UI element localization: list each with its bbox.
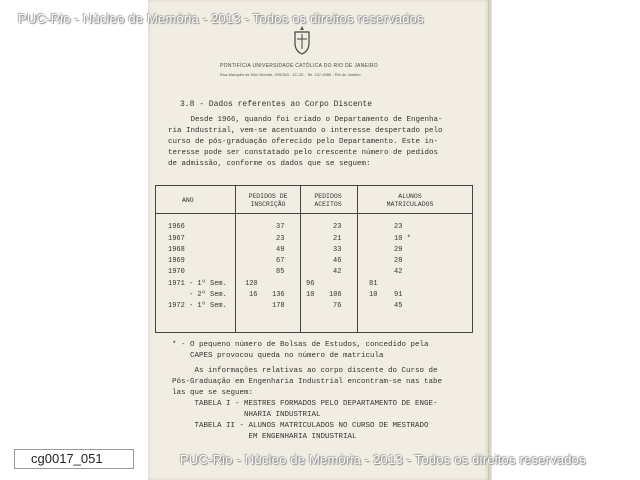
row-inscricao: 67: [276, 257, 285, 265]
row-aceitos: 46: [333, 257, 342, 265]
row-matriculados: 28: [394, 257, 403, 265]
row-inscricao: 85: [276, 268, 285, 276]
paragraph-line: de admissão, conforme os dados que se seguem:: [168, 160, 371, 168]
table-divider: [357, 185, 358, 333]
footnote: [172, 340, 429, 362]
row-aceitos: 33: [333, 246, 342, 254]
row-year: 1966: [168, 223, 185, 231]
university-name: PONTIFÍCIA UNIVERSIDADE CATÓLICA DO RIO DE JANEIRO: [220, 63, 378, 69]
row-year: 1968: [168, 246, 185, 254]
university-address: Rua Marquês de São Vicente, 209/263 - ZC-20 - Tel. 247-4080 - Rio de Janeiro: [220, 72, 361, 77]
footnote-line: CAPES provocou queda no número de matrícula: [172, 352, 384, 360]
row-aceitos: 106: [329, 291, 342, 299]
row-year: 1969: [168, 257, 185, 265]
row-matriculados: 29: [394, 246, 403, 254]
row-inscricao: 37: [276, 223, 285, 231]
row-matriculados-sem: 10: [369, 291, 378, 299]
row-inscricao: 49: [276, 246, 285, 254]
paragraph-line: ria Industrial, vem-se acentuando o interesse despertado pelo: [168, 127, 443, 135]
header-line: ACEITOS: [314, 201, 342, 208]
row-matriculados: 45: [394, 302, 403, 310]
watermark-top: PUC-Rio - Núcleo de Memória - 2013 - Todos os direitos reservados: [18, 11, 424, 26]
header-line: MATRICULADOS: [386, 201, 434, 208]
row-inscricao: 23: [276, 235, 285, 243]
paragraph-line: Pós-Graduação em Engenharia Industrial encontram-se nas tabe: [172, 378, 443, 386]
row-matriculados: 23: [394, 223, 403, 231]
paragraph-line: As informações relativas ao corpo discente do Curso de: [172, 367, 438, 375]
header-pedidos-inscricao: [242, 193, 294, 209]
section-title: 3.8 - Dados referentes ao Corpo Discente: [180, 100, 373, 109]
row-inscricao-sem: 16: [249, 291, 258, 299]
table-divider: [300, 185, 301, 333]
header-line: INSCRIÇÃO: [250, 201, 286, 208]
paragraph-intro: [168, 115, 443, 170]
header-alunos-matriculados: [370, 193, 450, 209]
header-ano: ANO: [182, 197, 194, 204]
paragraph-tables: [172, 366, 442, 443]
row-inscricao: 178: [272, 302, 285, 310]
university-crest-icon: [290, 25, 314, 55]
row-inscricao: 136: [272, 291, 285, 299]
paragraph-line: Desde 1966, quando foi criado o Departamento de Engenha-: [168, 116, 443, 124]
header-pedidos-aceitos: [304, 193, 352, 209]
row-year: 1972 - 1º Sem.: [168, 302, 227, 310]
row-inscricao-sem: 120: [245, 280, 258, 288]
paragraph-line: EM ENGENHARIA INDUSTRIAL: [172, 433, 357, 441]
paragraph-line: TABELA I - MESTRES FORMADOS PELO DEPARTAMENTO DE ENGE-: [172, 400, 438, 408]
header-line: ALUNOS: [398, 193, 422, 200]
row-matriculados: 91: [394, 291, 403, 299]
row-aceitos: 21: [333, 235, 342, 243]
page-edge: [488, 0, 492, 480]
watermark-bottom: PUC-Rio - Núcleo de Memória - 2013 - Todos os direitos reservados: [180, 452, 586, 467]
row-aceitos-sem: 10: [306, 291, 315, 299]
paragraph-line: TABELA II - ALUNOS MATRICULADOS NO CURSO DE MESTRADO: [172, 422, 429, 430]
footnote-line: * - O pequeno número de Bolsas de Estudos, concedido pela: [172, 341, 429, 349]
row-matriculados: 42: [394, 268, 403, 276]
image-id-label: cg0017_051: [14, 449, 134, 469]
header-line: PEDIDOS: [314, 193, 342, 200]
row-matriculados-sem: 81: [369, 280, 378, 288]
row-aceitos-sem: 96: [306, 280, 315, 288]
header-line: PEDIDOS DE: [248, 193, 288, 200]
row-aceitos: 42: [333, 268, 342, 276]
row-year: - 2º Sem.: [168, 291, 227, 299]
paragraph-line: curso de pós-graduação oferecido pelo Departamento. Este in-: [168, 138, 439, 146]
paragraph-line: NHARIA INDUSTRIAL: [172, 411, 321, 419]
row-year: 1970: [168, 268, 185, 276]
row-aceitos: 23: [333, 223, 342, 231]
row-year: 1971 - 1º Sem.: [168, 280, 227, 288]
table-divider: [235, 185, 236, 333]
paragraph-line: las que se seguem:: [172, 389, 254, 397]
table-header-rule: [155, 213, 473, 214]
row-matriculados: 10 *: [394, 235, 411, 243]
row-aceitos: 76: [333, 302, 342, 310]
row-year: 1967: [168, 235, 185, 243]
paragraph-line: teresse pode ser constatado pelo crescente número de pedidos: [168, 149, 439, 157]
